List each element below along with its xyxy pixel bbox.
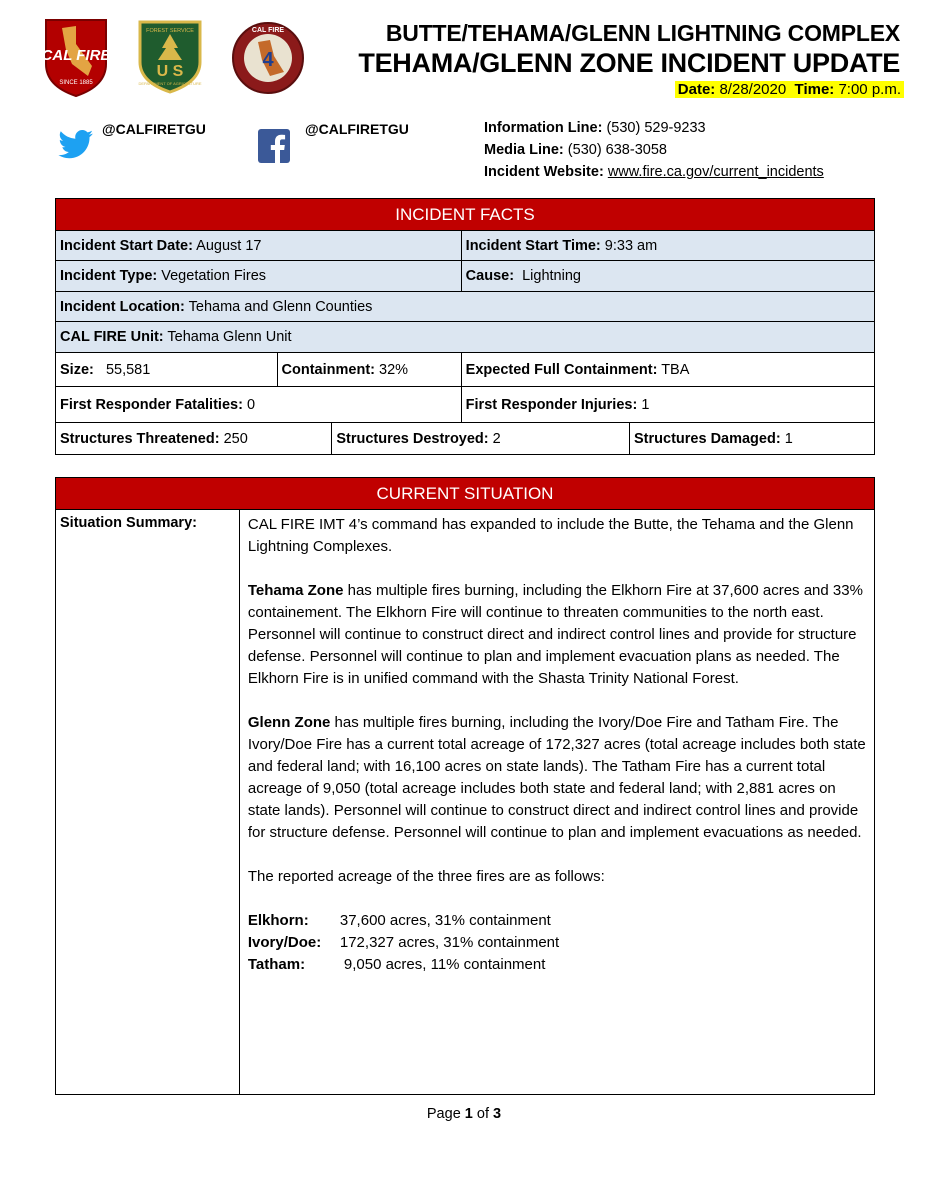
date-time-line — [675, 81, 904, 98]
situation-summary-label: Situation Summary: — [56, 510, 240, 1095]
injuries-cell: First Responder Injuries: 1 — [461, 387, 874, 423]
calfire-logo — [42, 14, 110, 98]
calfire-unit-cell: CAL FIRE Unit: Tehama Glenn Unit — [56, 322, 875, 353]
incident-facts-heading: INCIDENT FACTS — [56, 199, 875, 231]
situation-intro: CAL FIRE IMT 4’s command has expanded to include the Butte, the Tehama and the Glenn Lightning Complexes. — [247, 516, 854, 555]
start-time-cell: Incident Start Time: 9:33 am — [461, 231, 874, 261]
incident-facts-table — [55, 198, 875, 455]
glenn-zone-paragraph: Glenn Zone has multiple fires burning, including the Ivory/Doe Fire and Tatham Fire. The Ivory/Doe Fire has a current total acreage of 172,327 acres (total acreage includes both state and federal land; with 16,100 acres on state lands). The Tatham Fire has a current total acreage of 9,050 (total acreage includes both state and federal land; with 2,881 acres on state lands). Personnel will continue to construct direct and indirect control lines and provide for structure defense. Personnel will continue to plan and implement evacuations as needed. — [247, 714, 866, 841]
time-label: Time: — [794, 81, 835, 98]
situation-summary-body — [239, 510, 874, 1095]
incident-website-link[interactable]: www.fire.ca.gov/current_incidents — [607, 164, 824, 180]
fatalities-cell: First Responder Fatalities: 0 — [56, 387, 462, 423]
date-label: Date: — [677, 81, 716, 98]
media-phone: (530) 638-3058 — [567, 142, 667, 158]
structures-threatened-cell: Structures Threatened: 250 — [56, 423, 332, 455]
facebook-icon[interactable] — [258, 129, 290, 163]
information-phone: (530) 529-9233 — [606, 120, 706, 136]
cause-cell: Cause: Lightning — [461, 261, 874, 292]
usfs-logo — [134, 18, 206, 94]
size-cell: Size: 55,581 — [56, 353, 278, 387]
fire-acreage-list — [248, 910, 866, 976]
page-number: Page 1 of 3 — [426, 1106, 502, 1122]
structures-destroyed-cell: Structures Destroyed: 2 — [332, 423, 630, 455]
expected-containment-cell: Expected Full Containment: TBA — [461, 353, 874, 387]
start-date-cell: Incident Start Date: August 17 — [56, 231, 462, 261]
imt4-logo — [230, 20, 306, 96]
current-situation-table — [55, 477, 875, 1095]
current-situation-heading: CURRENT SITUATION — [56, 478, 875, 510]
list-item: Ivory/Doe: 172,327 acres, 31% containment — [247, 934, 560, 951]
structures-damaged-cell: Structures Damaged: 1 — [630, 423, 875, 455]
usfs-logo-text: U S — [156, 63, 184, 80]
svg-text:SINCE 1885: SINCE 1885 — [59, 80, 93, 86]
imt4-logo-number: 4 — [262, 49, 274, 71]
update-title: TEHAMA/GLENN ZONE INCIDENT UPDATE — [358, 48, 900, 78]
tehama-zone-paragraph: Tehama Zone has multiple fires burning, including the Elkhorn Fire at 37,600 acres and 33% containement. The Elkhorn Fire will continue to threaten communities to the north east. Personnel will continue to construct direct and indirect control lines and provide for structure defense. Personnel will continue to plan and implement evacuation plans as needed. The Elkhorn Fire is in unified command with the Shasta Trinity National Forest. — [247, 582, 863, 687]
incident-website-line: Incident Website: www.fire.ca.gov/current_incidents — [484, 164, 824, 180]
twitter-handle[interactable]: @CALFIRETGU — [102, 121, 206, 137]
list-item: Elkhorn: 37,600 acres, 31% containment — [247, 912, 551, 929]
information-line: Information Line: (530) 529-9233 — [484, 120, 706, 136]
complex-title: BUTTE/TEHAMA/GLENN LIGHTNING COMPLEX — [385, 20, 900, 46]
twitter-icon[interactable] — [58, 130, 94, 160]
incident-location-cell: Incident Location: Tehama and Glenn Counties — [56, 292, 875, 322]
facebook-handle[interactable]: @CALFIRETGU — [305, 121, 409, 137]
svg-text:DEPARTMENT OF AGRICULTURE: DEPARTMENT OF AGRICULTURE — [138, 81, 202, 86]
media-line: Media Line: (530) 638-3058 — [484, 142, 667, 158]
list-item: Tatham: 9,050 acres, 11% containment — [247, 956, 546, 973]
date-value: 8/28/2020 — [719, 81, 787, 98]
incident-type-cell: Incident Type: Vegetation Fires — [56, 261, 462, 292]
time-value: 7:00 p.m. — [838, 81, 901, 98]
acreage-intro: The reported acreage of the three fires are as follows: — [247, 868, 605, 885]
svg-text:FOREST SERVICE: FOREST SERVICE — [146, 28, 194, 34]
containment-cell: Containment: 32% — [277, 353, 461, 387]
calfire-logo-text: CAL FIRE — [42, 47, 110, 64]
svg-text:CAL FIRE: CAL FIRE — [251, 27, 285, 34]
